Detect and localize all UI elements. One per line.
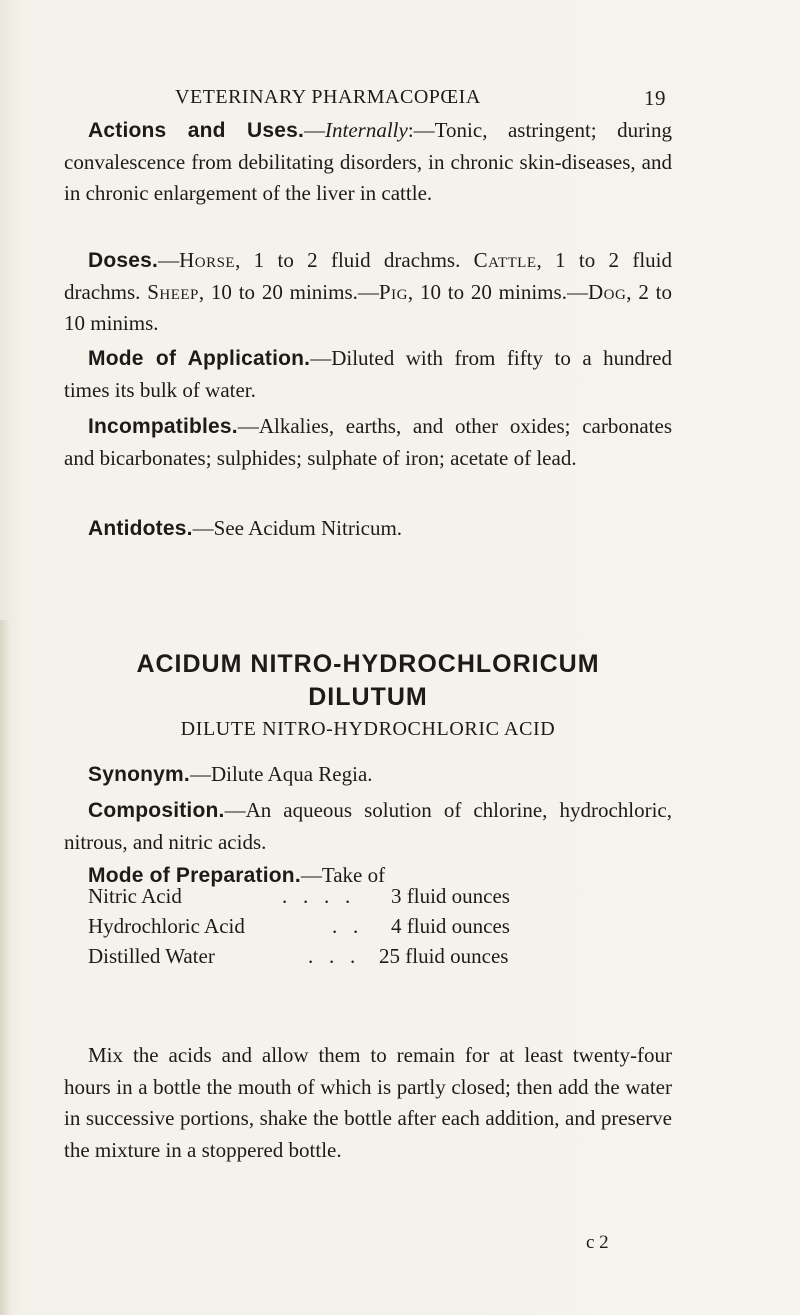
antidotes-paragraph bbox=[64, 513, 672, 545]
composition-text: —An aqueous solution of chlorine, hydrochloric, nitrous, and nitric acids. bbox=[64, 798, 672, 854]
actions-dash: — bbox=[304, 118, 326, 142]
ingredient-leader: . . . . bbox=[282, 884, 351, 908]
monograph-title-line2: DILUTUM bbox=[308, 683, 428, 711]
monograph-title-line1: ACIDUM NITRO-HYDROCHLORICUM bbox=[136, 650, 600, 678]
synonym-paragraph bbox=[64, 759, 672, 791]
dose-horse-value: , 1 to 2 fluid drachms. bbox=[235, 248, 474, 272]
antidotes-heading: Antidotes. bbox=[88, 517, 193, 540]
application-paragraph bbox=[64, 343, 672, 406]
method-paragraph: Mix the acids and allow them to remain for at least twenty-four hours in a bottle the mouth of which is partly closed; then add the water in successive portions, shake the bottle after each addition, and preserve the mixture in a stoppered bottle. bbox=[64, 1043, 672, 1162]
dose-dog-value: , 2 to 10 minims. bbox=[64, 279, 672, 335]
ingredient-row bbox=[88, 944, 648, 974]
dose-cattle-value: , 1 to 2 fluid drachms. bbox=[64, 248, 673, 304]
composition-heading: Composition. bbox=[88, 799, 225, 822]
antidotes-text: —See Acidum Nitricum. bbox=[192, 516, 403, 540]
dose-dog-label: Dog bbox=[587, 279, 627, 304]
incompatibles-paragraph bbox=[64, 411, 672, 474]
synonym-heading: Synonym. bbox=[88, 763, 190, 786]
signature-mark: c 2 bbox=[586, 1232, 609, 1253]
dose-sheep-label: Sheep bbox=[147, 279, 199, 304]
ingredient-quantity: 4 fluid ounces bbox=[391, 914, 510, 938]
monograph-title bbox=[64, 648, 672, 714]
doses-heading: Doses. bbox=[88, 249, 159, 272]
ingredient-leader: . . . bbox=[308, 944, 356, 968]
dose-pig-label: Pig bbox=[378, 279, 408, 304]
ingredient-row bbox=[88, 914, 648, 944]
running-header bbox=[0, 86, 800, 116]
ingredient-name: Hydrochloric Acid bbox=[88, 914, 245, 938]
ingredient-quantity: 3 fluid ounces bbox=[391, 884, 510, 908]
doses-paragraph: Doses.—Horse, 1 to 2 fluid drachms. Cattle, 1 to 2 fluid drachms. Sheep, 10 to 20 minims.—Pig, 10 to 20 minims.—Dog, 2 to 10 minims. bbox=[64, 248, 673, 335]
ingredient-name: Nitric Acid bbox=[88, 884, 182, 908]
synonym-text: —Dilute Aqua Regia. bbox=[189, 762, 373, 786]
ingredient-leader: . . bbox=[332, 914, 359, 938]
actions-text: :—Tonic, astringent; during convalescence from debilitating disorders, in chronic skin-diseases, and in chronic enlargement of the liver in cattle. bbox=[64, 118, 672, 205]
dose-cattle-label: Cattle bbox=[473, 248, 537, 272]
application-text: —Diluted with from fifty to a hundred times its bulk of water. bbox=[64, 346, 672, 402]
running-title: VETERINARY PHARMACOPŒIA bbox=[175, 86, 481, 108]
ingredient-name: Distilled Water bbox=[88, 944, 215, 968]
application-heading: Mode of Application. bbox=[88, 347, 311, 370]
actions-heading: Actions and Uses. bbox=[88, 119, 305, 142]
composition-paragraph bbox=[64, 795, 672, 858]
incompatibles-heading: Incompatibles. bbox=[88, 415, 238, 438]
monograph-subtitle: DILUTE NITRO-HYDROCHLORIC ACID bbox=[180, 718, 556, 740]
preparation-heading: Mode of Preparation. bbox=[88, 864, 301, 887]
page-binding-shadow bbox=[0, 620, 10, 1315]
ingredient-list bbox=[88, 884, 648, 974]
incompatibles-text: —Alkalies, earths, and other oxides; carbonates and bicarbonates; sulphides; sulphate of iron; acetate of lead. bbox=[64, 414, 672, 470]
ingredient-row bbox=[88, 884, 648, 914]
preparation-text: —Take of bbox=[300, 863, 386, 887]
actions-italic: Internally bbox=[325, 118, 408, 142]
actions-paragraph bbox=[64, 115, 672, 210]
dose-sheep-value: , 10 to 20 minims.— bbox=[198, 279, 379, 304]
ingredient-quantity: 25 fluid ounces bbox=[379, 944, 509, 968]
dose-pig-value: , 10 to 20 minims.— bbox=[407, 279, 588, 304]
page-number: 19 bbox=[644, 86, 666, 110]
dose-horse-label: Horse bbox=[179, 248, 236, 272]
